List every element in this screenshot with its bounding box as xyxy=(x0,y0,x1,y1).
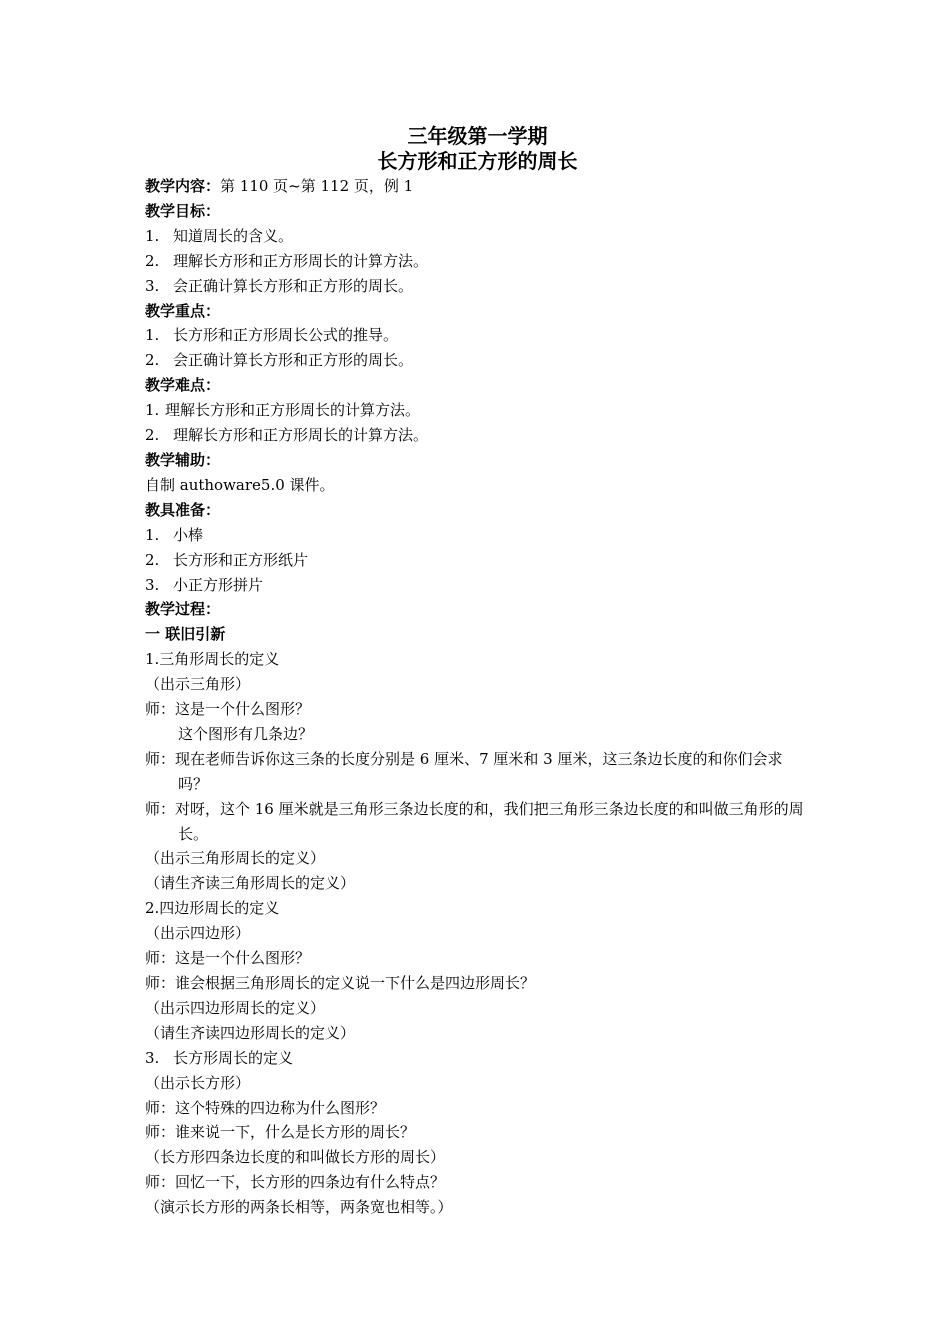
difficulty-item: 2. 理解长方形和正方形周长的计算方法。 xyxy=(145,426,429,445)
stage-direction: （出示三角形） xyxy=(145,675,251,694)
goal-item: 3. 会正确计算长方形和正方形的周长。 xyxy=(145,276,414,295)
stage-direction: （出示三角形周长的定义） xyxy=(145,849,326,868)
difficulty-item: 1. 理解长方形和正方形周长的计算方法。 xyxy=(145,401,421,420)
key-point-item: 2. 会正确计算长方形和正方形的周长。 xyxy=(145,351,414,370)
subsection-heading: 3. 长方形周长的定义 xyxy=(145,1048,294,1067)
section-heading: 一 联旧引新 xyxy=(145,625,226,644)
goal-item: 1. 知道周长的含义。 xyxy=(145,226,294,245)
goal-item: 2. 理解长方形和正方形周长的计算方法。 xyxy=(145,251,429,270)
tools-label: 教具准备： xyxy=(145,500,221,519)
key-point-item: 1. 长方形和正方形周长公式的推导。 xyxy=(145,326,399,345)
key-points-label: 教学重点： xyxy=(145,301,221,320)
teacher-line: 师：回忆一下，长方形的四条边有什么特点？ xyxy=(145,1173,446,1192)
stage-direction: （请生齐读三角形周长的定义） xyxy=(145,874,356,893)
teaching-goals-label: 教学目标： xyxy=(145,201,221,220)
teaching-content xyxy=(145,174,810,199)
stage-direction: （出示四边形） xyxy=(145,924,251,943)
teacher-line: 师：现在老师告诉你这三条的长度分别是 6 厘米、7 厘米和 3 厘米，这三条边长度的和你们会求吗？ xyxy=(145,749,783,793)
stage-direction: （出示四边形周长的定义） xyxy=(145,998,326,1017)
stage-direction: （长方形四条边长度的和叫做长方形的周长） xyxy=(145,1148,446,1167)
doc-title-grade: 三年级第一学期 xyxy=(407,124,548,148)
teaching-aid-label: 教学辅助： xyxy=(145,450,221,469)
subsection-heading: 1.三角形周长的定义 xyxy=(145,650,280,669)
teacher-line: 师：对呀，这个 16 厘米就是三角形三条边长度的和，我们把三角形三条边长度的和叫做三角形的周长。 xyxy=(145,799,804,843)
stage-direction: （请生齐读四边形周长的定义） xyxy=(145,1023,356,1042)
document-page xyxy=(145,124,810,1220)
teaching-aid-text: 自制 authoware5.0 课件。 xyxy=(145,475,335,494)
teacher-line: 师：这是一个什么图形？ xyxy=(145,949,311,968)
teacher-line-continued: 这个图形有几条边？ xyxy=(178,724,314,743)
tool-item: 2. 长方形和正方形纸片 xyxy=(145,550,309,569)
stage-direction: （出示长方形） xyxy=(145,1073,251,1092)
teacher-line: 师：谁来说一下，什么是长方形的周长？ xyxy=(145,1123,416,1142)
difficulties-label: 教学难点： xyxy=(145,376,221,395)
doc-title-topic: 长方形和正方形的周长 xyxy=(377,149,578,173)
teacher-line: 师：这是一个什么图形？ xyxy=(145,700,311,719)
stage-direction: （演示长方形的两条长相等，两条宽也相等。） xyxy=(145,1198,453,1217)
subsection-heading: 2.四边形周长的定义 xyxy=(145,899,280,918)
teaching-content-text: 第 110 页~第 112 页，例 1 xyxy=(220,177,414,195)
tool-item: 3. 小正方形拼片 xyxy=(145,575,264,594)
teacher-line: 师：这个特殊的四边称为什么图形？ xyxy=(145,1098,386,1117)
process-label: 教学过程： xyxy=(145,600,221,619)
teacher-line: 师：谁会根据三角形周长的定义说一下什么是四边形周长？ xyxy=(145,974,536,992)
teaching-content-label: 教学内容： xyxy=(145,177,221,195)
tool-item: 1. 小棒 xyxy=(145,525,204,544)
